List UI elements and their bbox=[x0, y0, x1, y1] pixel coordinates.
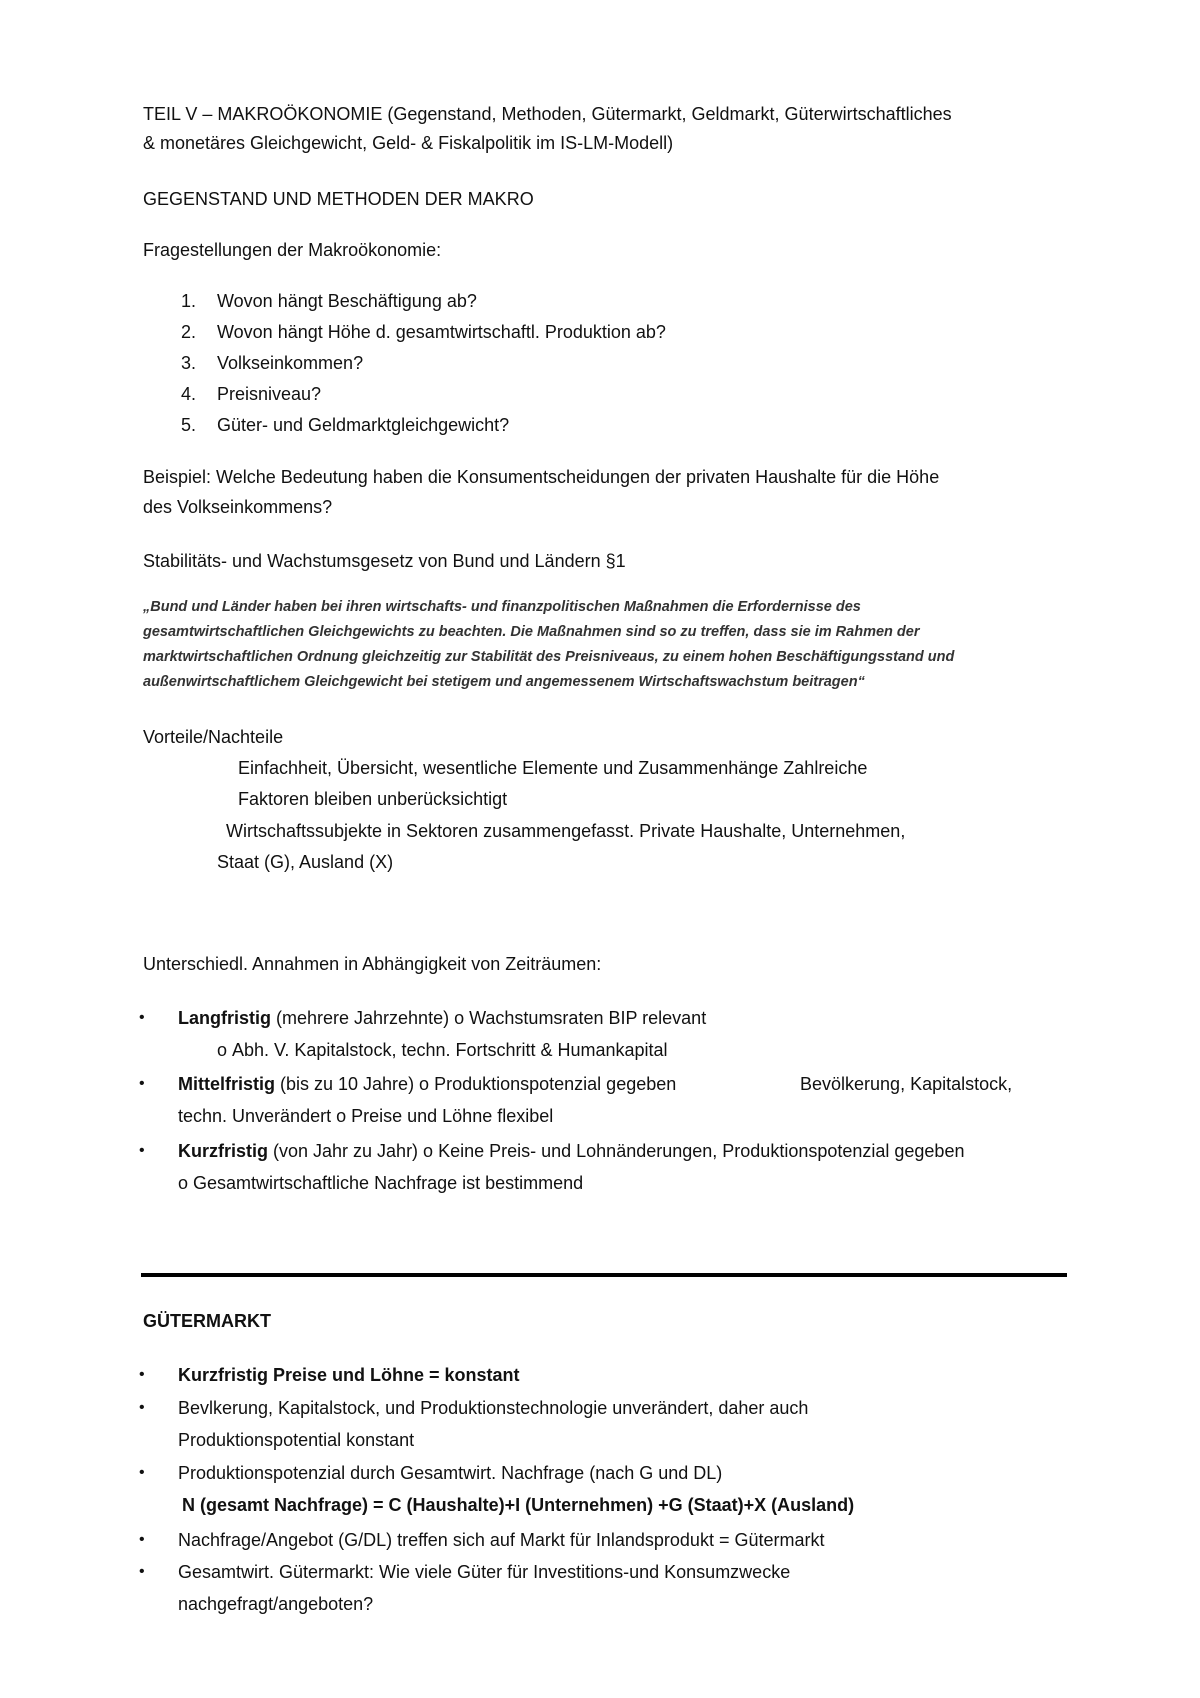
term-text: (von Jahr zu Jahr) ο Keine Preis- und Lohnänderungen, Produktionspotenzial gegeben bbox=[268, 1141, 965, 1161]
quote-line: gesamtwirtschaftlichen Gleichgewichts zu beachten. Die Maßnahmen sind so zu treffen, dass sie im Rahmen der bbox=[143, 624, 920, 640]
bullet-icon: • bbox=[139, 1009, 145, 1026]
title-line-1: TEIL V – MAKROÖKONOMIE (Gegenstand, Methoden, Gütermarkt, Geldmarkt, Güterwirtschaftliches bbox=[143, 104, 952, 124]
list-item: Wovon hängt Höhe d. gesamtwirtschaftl. Produktion ab? bbox=[217, 322, 666, 342]
pros-cons-line: Wirtschaftssubjekte in Sektoren zusammengefasst. Private Haushalte, Unternehmen, bbox=[226, 821, 906, 841]
demand-formula: N (gesamt Nachfrage) = C (Haushalte)+I (Unternehmen) +G (Staat)+X (Ausland) bbox=[182, 1495, 855, 1515]
list-item: Wovon hängt Beschäftigung ab? bbox=[217, 291, 477, 311]
section-heading-goods-market: GÜTERMARKT bbox=[143, 1311, 271, 1331]
term-label: Mittelfristig bbox=[178, 1074, 275, 1094]
law-heading: Stabilitäts- und Wachstumsgesetz von Bund und Ländern §1 bbox=[143, 551, 626, 571]
quote-line: außenwirtschaftlichem Gleichgewicht bei stetigem und angemessenem Wirtschaftswachstum beitragen“ bbox=[143, 674, 865, 690]
list-item: Bevlkerung, Kapitalstock, und Produktionstechnologie unverändert, daher auch bbox=[178, 1398, 809, 1418]
pros-cons-line: Einfachheit, Übersicht, wesentliche Elemente und Zusammenhänge Zahlreiche bbox=[238, 758, 868, 778]
list-number: 3. bbox=[181, 353, 197, 373]
bullet-icon: • bbox=[139, 1366, 145, 1383]
questions-intro: Fragestellungen der Makroökonomie: bbox=[143, 240, 442, 260]
list-number: 4. bbox=[181, 384, 197, 404]
quote-line: „Bund und Länder haben bei ihren wirtschafts- und finanzpolitischen Maßnahmen die Erfordernisse des bbox=[143, 599, 861, 615]
term-label: Kurzfristig bbox=[178, 1141, 268, 1161]
bullet-icon: • bbox=[139, 1464, 145, 1481]
list-item-mid-term-right: Bevölkerung, Kapitalstock, bbox=[800, 1074, 1013, 1094]
bullet-icon: • bbox=[139, 1531, 145, 1548]
bullet-icon: • bbox=[139, 1075, 145, 1092]
pros-cons-line: Faktoren bleiben unberücksichtigt bbox=[238, 789, 508, 809]
list-number: 1. bbox=[181, 291, 197, 311]
title-line-2: & monetäres Gleichgewicht, Geld- & Fiskalpolitik im IS-LM-Modell) bbox=[143, 133, 674, 153]
section-divider bbox=[141, 1273, 1067, 1277]
list-item-long-term bbox=[178, 1006, 706, 1030]
section-heading-methods: GEGENSTAND UND METHODEN DER MAKRO bbox=[143, 189, 534, 209]
list-item: Gesamtwirt. Gütermarkt: Wie viele Güter für Investitions-und Konsumzwecke bbox=[178, 1562, 791, 1582]
pros-cons-heading: Vorteile/Nachteile bbox=[143, 727, 284, 747]
list-item: Volkseinkommen? bbox=[217, 353, 364, 373]
bullet-icon: • bbox=[139, 1142, 145, 1159]
list-item: Produktionspotenzial durch Gesamtwirt. Nachfrage (nach G und DL) bbox=[178, 1463, 723, 1483]
list-item-short-term bbox=[178, 1139, 964, 1163]
list-item: Preisniveau? bbox=[217, 384, 322, 404]
bullet-icon: • bbox=[139, 1563, 145, 1580]
list-item-continuation: ο Gesamtwirtschaftliche Nachfrage ist bestimmend bbox=[178, 1173, 584, 1193]
term-text: (mehrere Jahrzehnte) ο Wachstumsraten BIP relevant bbox=[271, 1008, 707, 1028]
timeframes-intro: Unterschiedl. Annahmen in Abhängigkeit von Zeiträumen: bbox=[143, 954, 602, 974]
list-item-continuation: nachgefragt/angeboten? bbox=[178, 1594, 374, 1614]
bullet-icon: • bbox=[139, 1399, 145, 1416]
quote-line: marktwirtschaftlichen Ordnung gleichzeitig zur Stabilität des Preisniveaus, zu einem hohen Beschäftigungsstand und bbox=[143, 649, 955, 665]
list-number: 5. bbox=[181, 415, 197, 435]
list-item-continuation: techn. Unverändert ο Preise und Löhne flexibel bbox=[178, 1106, 554, 1126]
list-subitem: ο Abh. V. Kapitalstock, techn. Fortschritt & Humankapital bbox=[217, 1040, 668, 1060]
list-item: Kurzfristig Preise und Löhne = konstant bbox=[178, 1365, 520, 1385]
term-text: (bis zu 10 Jahre) ο Produktionspotenzial gegeben bbox=[275, 1074, 677, 1094]
example-line-1: Beispiel: Welche Bedeutung haben die Konsumentscheidungen der privaten Haushalte für die Höhe bbox=[143, 467, 940, 487]
list-item: Güter- und Geldmarktgleichgewicht? bbox=[217, 415, 510, 435]
pros-cons-line: Staat (G), Ausland (X) bbox=[217, 852, 394, 872]
list-item-continuation: Produktionspotential konstant bbox=[178, 1430, 415, 1450]
example-line-2: des Volkseinkommens? bbox=[143, 497, 333, 517]
list-item-mid-term bbox=[178, 1072, 676, 1096]
list-item: Nachfrage/Angebot (G/DL) treffen sich auf Markt für Inlandsprodukt = Gütermarkt bbox=[178, 1530, 825, 1550]
list-number: 2. bbox=[181, 322, 197, 342]
term-label: Langfristig bbox=[178, 1008, 271, 1028]
